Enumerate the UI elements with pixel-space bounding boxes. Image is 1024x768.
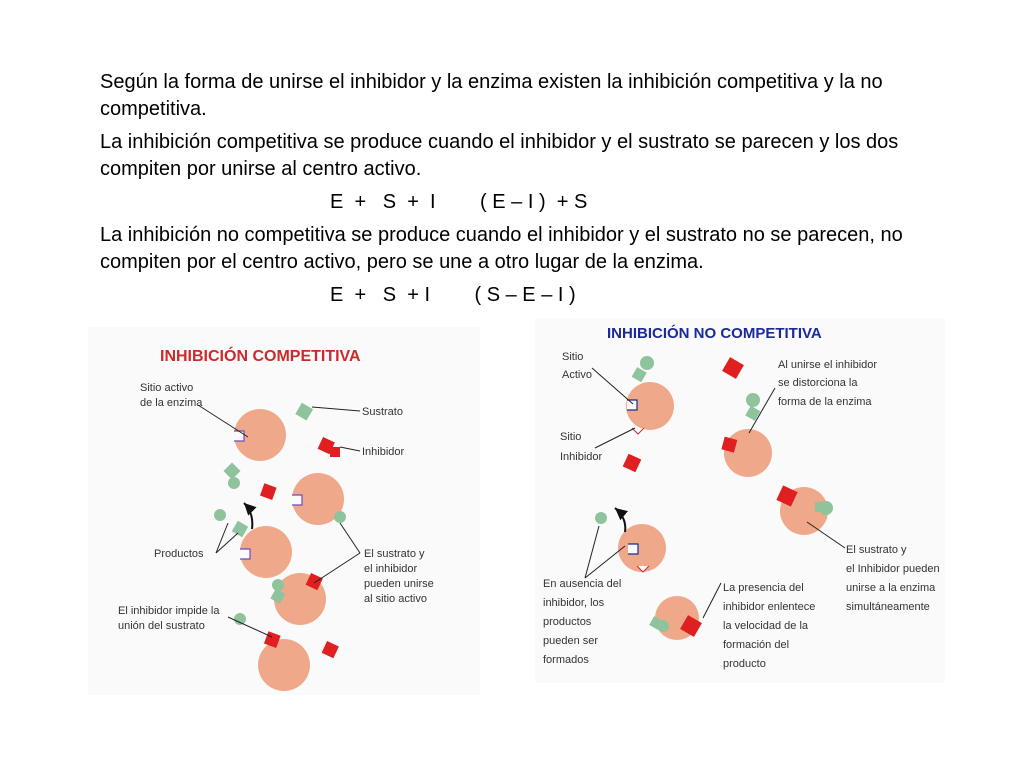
label-presencia-2: inhibidor enlentece bbox=[723, 601, 816, 613]
label-presencia-5: producto bbox=[723, 658, 766, 670]
substrate-nc-7 bbox=[595, 512, 607, 524]
enzyme-5 bbox=[258, 639, 310, 691]
label-simultaneo-1: El sustrato y bbox=[846, 544, 907, 556]
substrate-nc-6 bbox=[815, 502, 825, 512]
label-distorsion-2: se distorciona la bbox=[778, 377, 858, 389]
label-ausencia-2: inhibidor, los bbox=[543, 597, 605, 609]
label-presencia-1: La presencia del bbox=[723, 582, 804, 594]
enzyme-nc-2 bbox=[724, 429, 772, 477]
substrate-nc-3 bbox=[746, 393, 760, 407]
label-union-3: pueden unirse bbox=[364, 578, 434, 590]
intro-paragraph: Según la forma de unirse el inhibidor y la enzima existen la inhibición competitiva y la no competitiva. bbox=[100, 71, 883, 120]
label-sitio-activo-nc-2: Activo bbox=[562, 369, 592, 381]
label-ausencia-3: productos bbox=[543, 616, 592, 628]
label-inhibidor: Inhibidor bbox=[362, 446, 405, 458]
label-sitio-inhibidor-1: Sitio bbox=[560, 431, 582, 443]
noncompetitive-title: INHIBICIÓN NO COMPETITIVA bbox=[607, 325, 822, 342]
label-simultaneo-2: el Inhibidor pueden bbox=[846, 563, 940, 575]
label-ausencia-5: formados bbox=[543, 654, 589, 666]
label-productos: Productos bbox=[154, 548, 204, 560]
label-ausencia-1: En ausencia del bbox=[543, 578, 622, 590]
label-sitio-inhibidor-2: Inhibidor bbox=[560, 451, 603, 463]
label-distorsion-1: Al unirse el inhibidor bbox=[778, 359, 878, 371]
noncompetitive-inhibition-diagram bbox=[535, 318, 945, 683]
substrate-shape-4 bbox=[214, 509, 226, 521]
substrate-shape-9 bbox=[234, 613, 246, 625]
substrate-shape-7 bbox=[272, 579, 284, 591]
noncompetitive-paragraph: La inhibición no competitiva se produce cuando el inhibidor y el sustrato no se parecen, no compiten por el centro activo, pero se une a otro lugar de la enzima. bbox=[100, 224, 903, 273]
label-simultaneo-4: simultáneamente bbox=[846, 601, 930, 613]
label-impide-2: unión del sustrato bbox=[118, 620, 205, 632]
substrate-shape-6 bbox=[334, 511, 346, 523]
substrate-nc-1 bbox=[640, 356, 654, 370]
label-impide-1: El inhibidor impide la bbox=[118, 605, 220, 617]
label-ausencia-4: pueden ser bbox=[543, 635, 599, 647]
label-simultaneo-3: unirse a la enzima bbox=[846, 582, 936, 594]
inhibitor-shape-2 bbox=[330, 447, 340, 457]
label-sitio-activo-nc-1: Sitio bbox=[562, 351, 584, 363]
label-distorsion-3: forma de la enzima bbox=[778, 396, 872, 408]
label-sitio-activo: Sitio activo bbox=[140, 382, 194, 394]
label-union-2: el inhibidor bbox=[364, 563, 418, 575]
competitive-title: INHIBICIÓN COMPETITIVA bbox=[160, 348, 361, 365]
label-sustrato: Sustrato bbox=[362, 406, 403, 418]
label-union-4: al sitio activo bbox=[364, 593, 427, 605]
label-union-1: El sustrato y bbox=[364, 548, 425, 560]
competitive-paragraph: La inhibición competitiva se produce cuando el inhibidor y el sustrato se parecen y los dos compiten por unirse al centro activo. bbox=[100, 131, 899, 180]
competitive-inhibition-diagram bbox=[88, 327, 480, 695]
noncompetitive-equation: E + S + I ( S – E – I ) bbox=[330, 284, 576, 306]
competitive-equation: E + S + I ( E – I ) + S bbox=[330, 191, 588, 213]
label-de-la-enzima: de la enzima bbox=[140, 397, 203, 409]
label-presencia-3: la velocidad de la bbox=[723, 620, 809, 632]
substrate-shape-3 bbox=[228, 477, 240, 489]
label-presencia-4: formación del bbox=[723, 639, 790, 651]
